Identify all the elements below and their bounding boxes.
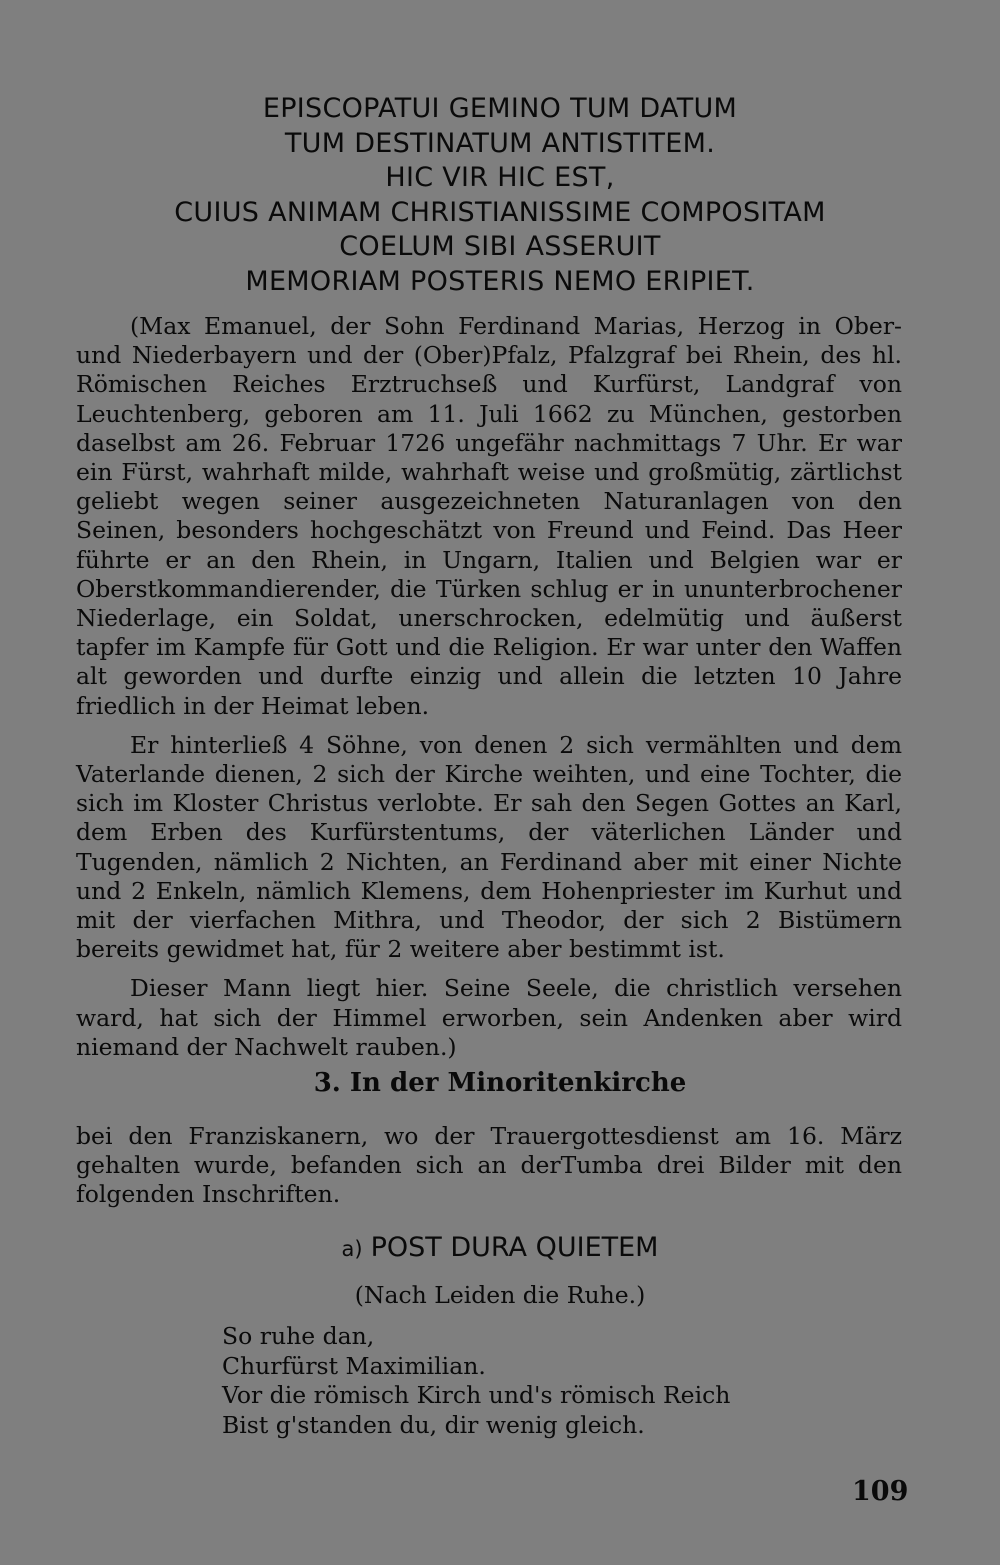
section-intro — [76, 1122, 902, 1220]
inscription-line: MEMORIAM POSTERIS NEMO ERIPIET. — [245, 265, 755, 297]
inscription-line: COELUM SIBI ASSERUIT — [339, 231, 661, 262]
verse — [222, 1322, 730, 1440]
latin-inscription — [60, 92, 940, 299]
translation-paragraph: (Max Emanuel, der Sohn Ferdinand Marias, Herzog in Ober- und Niederbayern und der (Ober)Pfalz, Pfalzgraf bei Rhein, des hl. Römischen Reiches Erztruchseß und Kurfürst, Landgraf von Leuchtenberg, geboren am 11. Juli 1662 zu München, gestorben daselbst am 26. Februar 1726 ungefähr nachmittags 7 Uhr. Er war ein Fürst, wahrhaft milde, wahrhaft weise und großmütig, zärtlichst geliebt wegen seiner ausgezeichneten Naturanlagen von den Seinen, besonders hochgeschätzt von Freund und Feind. Das Heer führte er an den Rhein, in Ungarn, Italien und Belgien war er Oberstkommandierender, die Türken schlug er in ununterbrochener Niederlage, ein Soldat, unerschrocken, edelmütig und äußerst tapfer im Kampfe für Gott und die Religion. Er war unter den Waffen alt geworden und durfte einzig und allein die letzten 10 Jahre friedlich in der Heimat leben. — [76, 312, 902, 720]
section-heading: 3. In der Minoritenkirche — [313, 1068, 687, 1098]
item-subtitle: (Nach Leiden die Ruhe.) — [354, 1281, 646, 1309]
inscription-line: TUM DESTINATUM ANTISTITEM. — [284, 127, 716, 159]
translation-paragraph: Dieser Mann liegt hier. Seine Seele, die christlich versehen ward, hat sich der Himmel erworben, sein Andenken aber wird niemand der Nachwelt rauben.) — [76, 974, 902, 1061]
verse-line: Vor die römisch Kirch und's römisch Reich — [222, 1381, 731, 1409]
page-number: 109 — [852, 1476, 909, 1507]
german-translation — [76, 312, 902, 1072]
inscription-line: EPISCOPATUI GEMINO TUM DATUM — [262, 93, 738, 124]
inscription-line: CUIUS ANIMAM CHRISTIANISSIME COMPOSITAM — [174, 196, 826, 228]
inscription-line: HIC VIR HIC EST, — [385, 162, 615, 193]
verse-line: Bist g'standen du, dir wenig gleich. — [222, 1410, 645, 1439]
verse-line: So ruhe dan, — [222, 1322, 375, 1350]
inscription-title-a — [0, 1230, 1000, 1267]
translation-paragraph: Er hinterließ 4 Söhne, von denen 2 sich vermählten und dem Vaterlande dienen, 2 sich der Kirche weihten, und eine Tochter, die sich im Kloster Christus verlobte. Er sah den Segen Gottes an Karl, dem Erben des Kurfürstentums, der väterlichen Länder und Tugenden, nämlich 2 Nichten, an Ferdinand aber mit einer Nichte und 2 Enkeln, nämlich Klemens, dem Hohenpriester im Kurhut und mit der vierfachen Mithra, und Theodor, der sich 2 Bistümern bereits gewidmet hat, für 2 weitere aber bestimmt ist. — [76, 730, 902, 964]
intro-paragraph: bei den Franziskanern, wo der Trauergottesdienst am 16. März gehalten wurde, befanden sich an derTumba drei Bilder mit den folgenden Inschriften. — [76, 1122, 902, 1209]
item-title: POST DURA QUIETEM — [370, 1232, 659, 1263]
verse-line: Churfürst Maximilian. — [222, 1351, 486, 1380]
item-letter: a) — [341, 1237, 363, 1261]
